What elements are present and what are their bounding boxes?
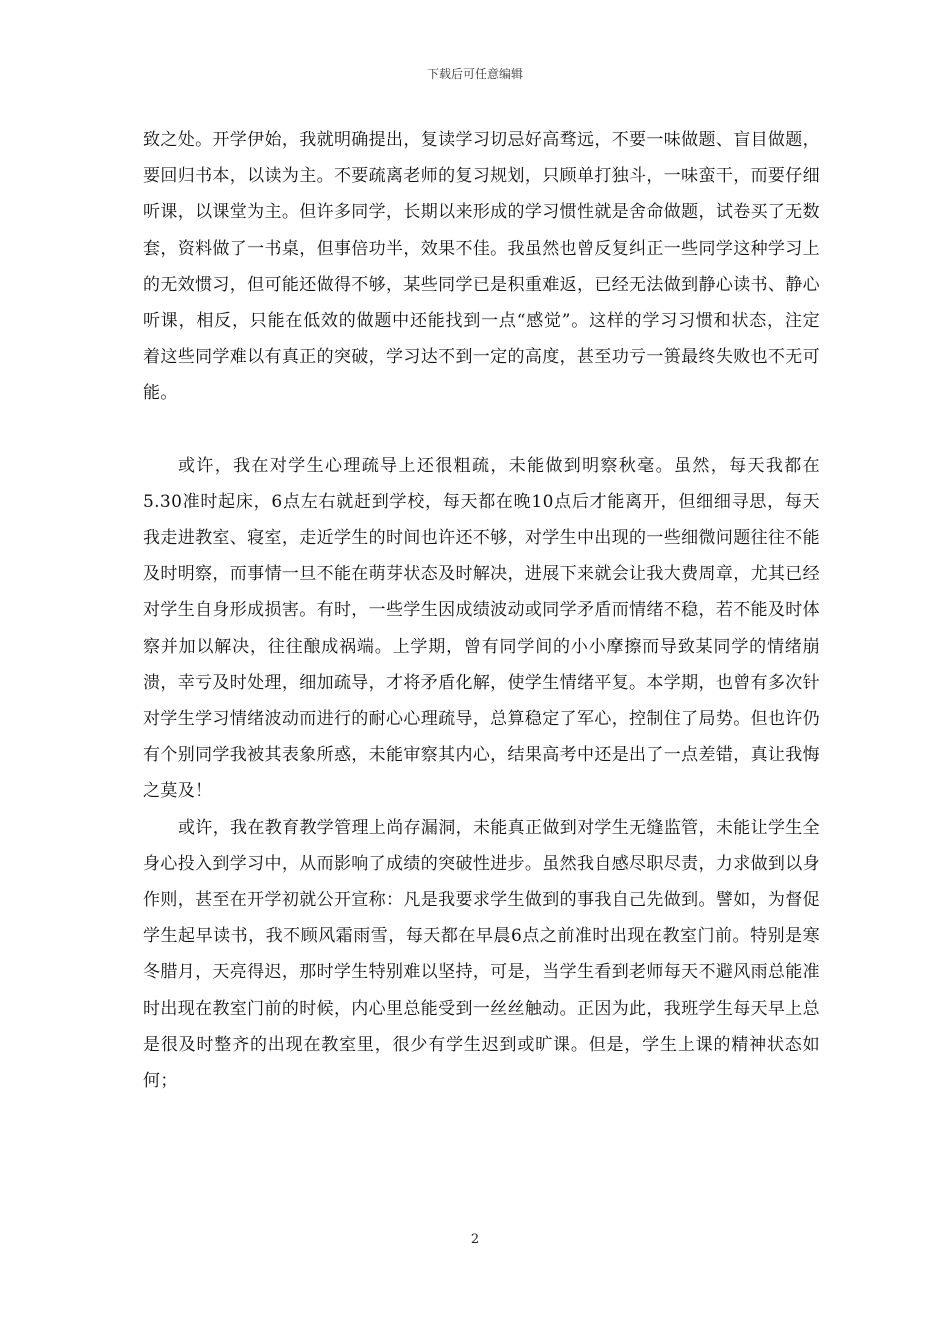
page-header: 下载后可任意编辑	[426, 67, 523, 81]
paragraph-spacer	[143, 412, 820, 448]
paragraph-3: 或许，我在教育教学管理上尚存漏洞，未能真正做到对学生无缝监管，未能让学生全身心投入到学习中，从而影响了成绩的突破性进步。虽然我自感尽职尽责，力求做到以身作则，甚至在开学初就公开宣称：凡是我要求学生做到的事我自己先做到。譬如，为督促学生起早读书，我不顾风霜雨雪，每天都在早晨6点之前准时出现在教室门前。特别是寒冬腊月，天亮得迟，那时学生特别难以坚持，可是，当学生看到老师每天不避风雨总能准时出现在教室门前的时候，内心里总能受到一丝丝触动。正因为此，我班学生每天早上总是很及时整齐的出现在教室里，很少有学生迟到或旷课。但是，学生上课的精神状态如何；	[143, 817, 820, 1092]
page-number: 2	[470, 1232, 480, 1247]
document-body	[143, 122, 820, 1099]
paragraph-2: 或许，我在对学生心理疏导上还很粗疏，未能做到明察秋毫。虽然，每天我都在5.30准时起床，6点左右就赶到学校，每天都在晚10点后才能离开，但细细寻思，每天我走进教室、寝室，走近学生的时间也许还不够，对学生中出现的一些细微问题往往不能及时明察，而事情一旦不能在萌芽状态及时解决，进展下来就会让我大费周章，尤其已经对学生自身形成损害。有时，一些学生因成绩波动或同学矛盾而情绪不稳，若不能及时体察并加以解决，往往酿成祸端。上学期，曾有同学间的小小摩擦而导致某同学的情绪崩溃，幸亏及时处理，细加疏导，才将矛盾化解，使学生情绪平复。本学期，也曾有多次针对学生学习情绪波动而进行的耐心心理疏导，总算稳定了军心，控制住了局势。但也许仍有个别同学我被其表象所惑，未能审察其内心，结果高考中还是出了一点差错，真让我悔之莫及！	[143, 455, 820, 802]
paragraph-1: 致之处。开学伊始，我就明确提出，复读学习切忌好高骛远，不要一味做题、盲目做题，要回归书本，以读为主。不要疏离老师的复习规划，只顾单打独斗，一味蛮干，而要仔细听课，以课堂为主。但许多同学，长期以来形成的学习惯性就是舍命做题，试卷买了无数套，资料做了一书桌，但事倍功半，效果不佳。我虽然也曾反复纠正一些同学这种学习上的无效惯习，但可能还做得不够，某些同学已是积重难返，已经无法做到静心读书、静心听课，相反，只能在低效的做题中还能找到一点“感觉”。这样的学习习惯和状态，注定着这些同学难以有真正的突破，学习达不到一定的高度，甚至功亏一篑最终失败也不无可能。	[143, 130, 820, 404]
